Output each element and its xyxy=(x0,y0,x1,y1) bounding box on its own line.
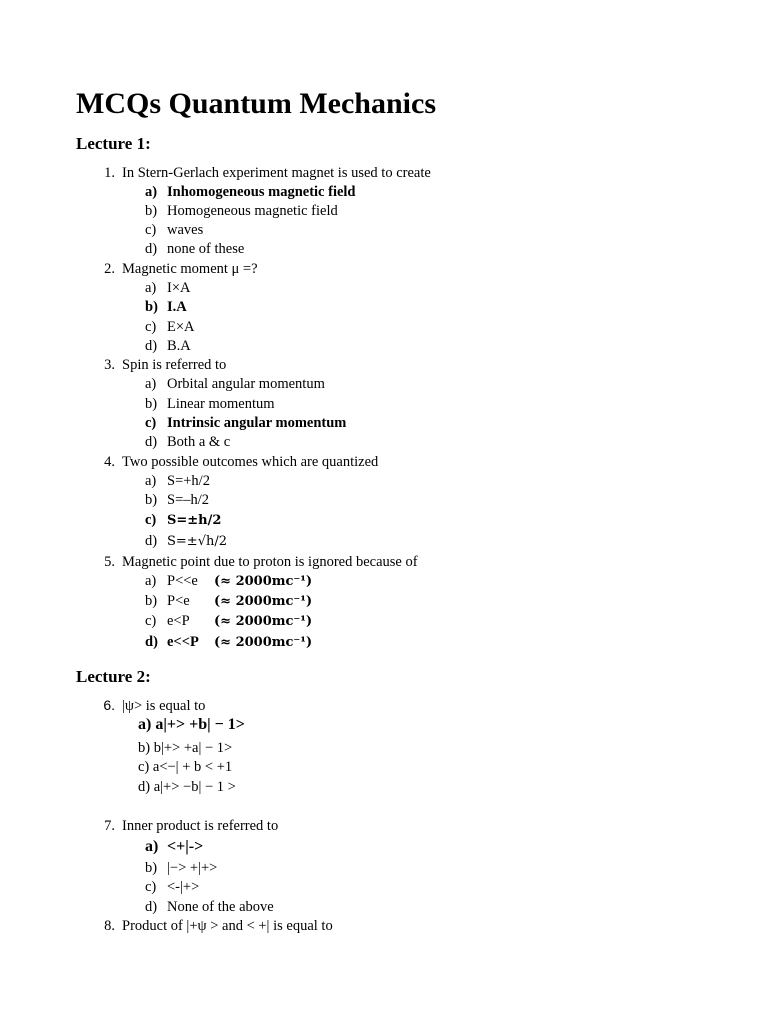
lecture-2-heading: Lecture 2: xyxy=(76,667,151,686)
option-letter: b) xyxy=(145,396,158,412)
option-letter: b) xyxy=(145,299,158,315)
question-number: 2. xyxy=(104,261,115,277)
option-text: S=±h/2 xyxy=(167,513,222,528)
option-letter: c) xyxy=(145,319,157,335)
q5-option-b xyxy=(145,592,312,611)
page-title: MCQs Quantum Mechanics xyxy=(76,87,436,120)
option-text: S=±√h/2 xyxy=(167,534,227,549)
option-text: P<<e xyxy=(167,573,198,589)
option-letter: d) xyxy=(145,899,158,915)
option-letter: c) xyxy=(145,879,157,895)
option-letter: c) xyxy=(145,222,157,238)
q1-option-d xyxy=(145,240,244,258)
question-6 xyxy=(93,696,205,715)
option-text: Orbital angular momentum xyxy=(167,376,325,392)
option-text: None of the above xyxy=(167,899,274,915)
q5-option-d xyxy=(145,633,312,652)
question-number: 3. xyxy=(104,357,115,373)
option-text: Intrinsic angular momentum xyxy=(167,415,347,431)
q7-option-d xyxy=(145,898,274,916)
option-note: (≈ 2000mc⁻¹) xyxy=(214,635,313,650)
option-text: c) a<−| + b < +1 xyxy=(138,759,233,775)
option-letter: b) xyxy=(145,593,158,609)
question-number: 1. xyxy=(104,165,115,181)
option-letter: d) xyxy=(145,434,158,450)
option-letter: b) xyxy=(145,203,158,219)
question-text: Spin is referred to xyxy=(122,357,227,373)
q2-option-a xyxy=(145,279,190,297)
option-letter: c) xyxy=(145,613,157,629)
option-letter: d) xyxy=(145,634,158,650)
q7-option-a xyxy=(145,838,203,856)
option-note: (≈ 2000mc⁻¹) xyxy=(214,594,313,609)
question-text: Inner product is referred to xyxy=(122,818,279,834)
q7-option-c xyxy=(145,878,199,896)
q5-option-c xyxy=(145,612,312,631)
question-number: 6. xyxy=(103,697,115,713)
q3-option-c xyxy=(145,414,346,432)
q5-option-a xyxy=(145,572,312,591)
lecture-1-heading: Lecture 1: xyxy=(76,134,151,153)
question-number: 7. xyxy=(104,818,115,834)
question-text: Magnetic point due to proton is ignored because of xyxy=(122,554,418,570)
q6-option-a xyxy=(138,716,245,734)
q4-option-b xyxy=(145,491,209,509)
question-number: 5. xyxy=(104,554,115,570)
q6-option-d xyxy=(138,778,236,796)
q1-option-b xyxy=(145,202,338,220)
option-text: waves xyxy=(167,222,204,238)
question-4 xyxy=(93,453,378,471)
option-letter: d) xyxy=(145,533,158,549)
option-text: a) a|+> +b| − 1> xyxy=(138,716,245,733)
option-text: e<P xyxy=(167,613,190,629)
option-text: Inhomogeneous magnetic field xyxy=(167,184,356,200)
option-text: b) b|+> +a| − 1> xyxy=(138,740,233,756)
q2-option-b xyxy=(145,298,187,316)
option-text: S=–h/2 xyxy=(167,492,210,508)
q2-option-c xyxy=(145,318,195,336)
option-letter: b) xyxy=(145,860,158,876)
question-5 xyxy=(93,553,418,571)
question-text: Product of |+ψ > and < +| is equal to xyxy=(122,918,333,934)
question-7 xyxy=(93,817,278,835)
option-text: Both a & c xyxy=(167,434,231,450)
option-letter: a) xyxy=(145,573,157,589)
option-note: (≈ 2000mc⁻¹) xyxy=(214,574,313,589)
option-text: e<<P xyxy=(167,634,199,650)
question-text: |ψ> is equal to xyxy=(122,698,206,714)
option-text: none of these xyxy=(167,241,245,257)
question-text: Two possible outcomes which are quantized xyxy=(122,454,379,470)
q1-option-a xyxy=(145,183,356,201)
question-2 xyxy=(93,260,258,278)
option-text: I.A xyxy=(167,299,187,315)
option-letter: d) xyxy=(145,338,158,354)
q7-option-b xyxy=(145,859,217,877)
question-text: In Stern-Gerlach experiment magnet is used to create xyxy=(122,165,431,181)
question-8 xyxy=(93,917,333,935)
option-text: S=+h/2 xyxy=(167,473,210,489)
question-1 xyxy=(93,164,431,182)
q6-option-c xyxy=(138,758,232,776)
option-letter: a) xyxy=(145,376,157,392)
option-text: B.A xyxy=(167,338,191,354)
question-number: 4. xyxy=(104,454,115,470)
option-text: Homogeneous magnetic field xyxy=(167,203,338,219)
option-text: d) a|+> −b| − 1 > xyxy=(138,779,236,795)
option-letter: c) xyxy=(145,512,157,528)
q2-option-d xyxy=(145,337,191,355)
question-text: Magnetic moment μ =? xyxy=(122,261,258,277)
q4-option-a xyxy=(145,472,210,490)
option-note: (≈ 2000mc⁻¹) xyxy=(214,614,313,629)
q3-option-d xyxy=(145,433,230,451)
q4-option-c xyxy=(145,511,221,530)
option-text: P<e xyxy=(167,593,190,609)
q4-option-d xyxy=(145,532,227,551)
option-text: I×A xyxy=(167,280,191,296)
option-text: E×A xyxy=(167,319,195,335)
option-letter: b) xyxy=(145,492,158,508)
option-letter: a) xyxy=(145,473,157,489)
q1-option-c xyxy=(145,221,203,239)
option-text: <-|+> xyxy=(167,879,200,895)
option-letter: c) xyxy=(145,415,157,431)
question-number: 8. xyxy=(104,918,115,934)
option-text: Linear momentum xyxy=(167,396,275,412)
option-letter: a) xyxy=(145,184,158,200)
question-3 xyxy=(93,356,226,374)
q6-option-b xyxy=(138,739,232,757)
option-text: <+|-> xyxy=(167,838,204,855)
q3-option-a xyxy=(145,375,325,393)
option-letter: a) xyxy=(145,280,157,296)
q3-option-b xyxy=(145,395,275,413)
option-letter: d) xyxy=(145,241,158,257)
option-letter: a) xyxy=(145,838,159,855)
option-text: |−> +|+> xyxy=(167,860,218,876)
